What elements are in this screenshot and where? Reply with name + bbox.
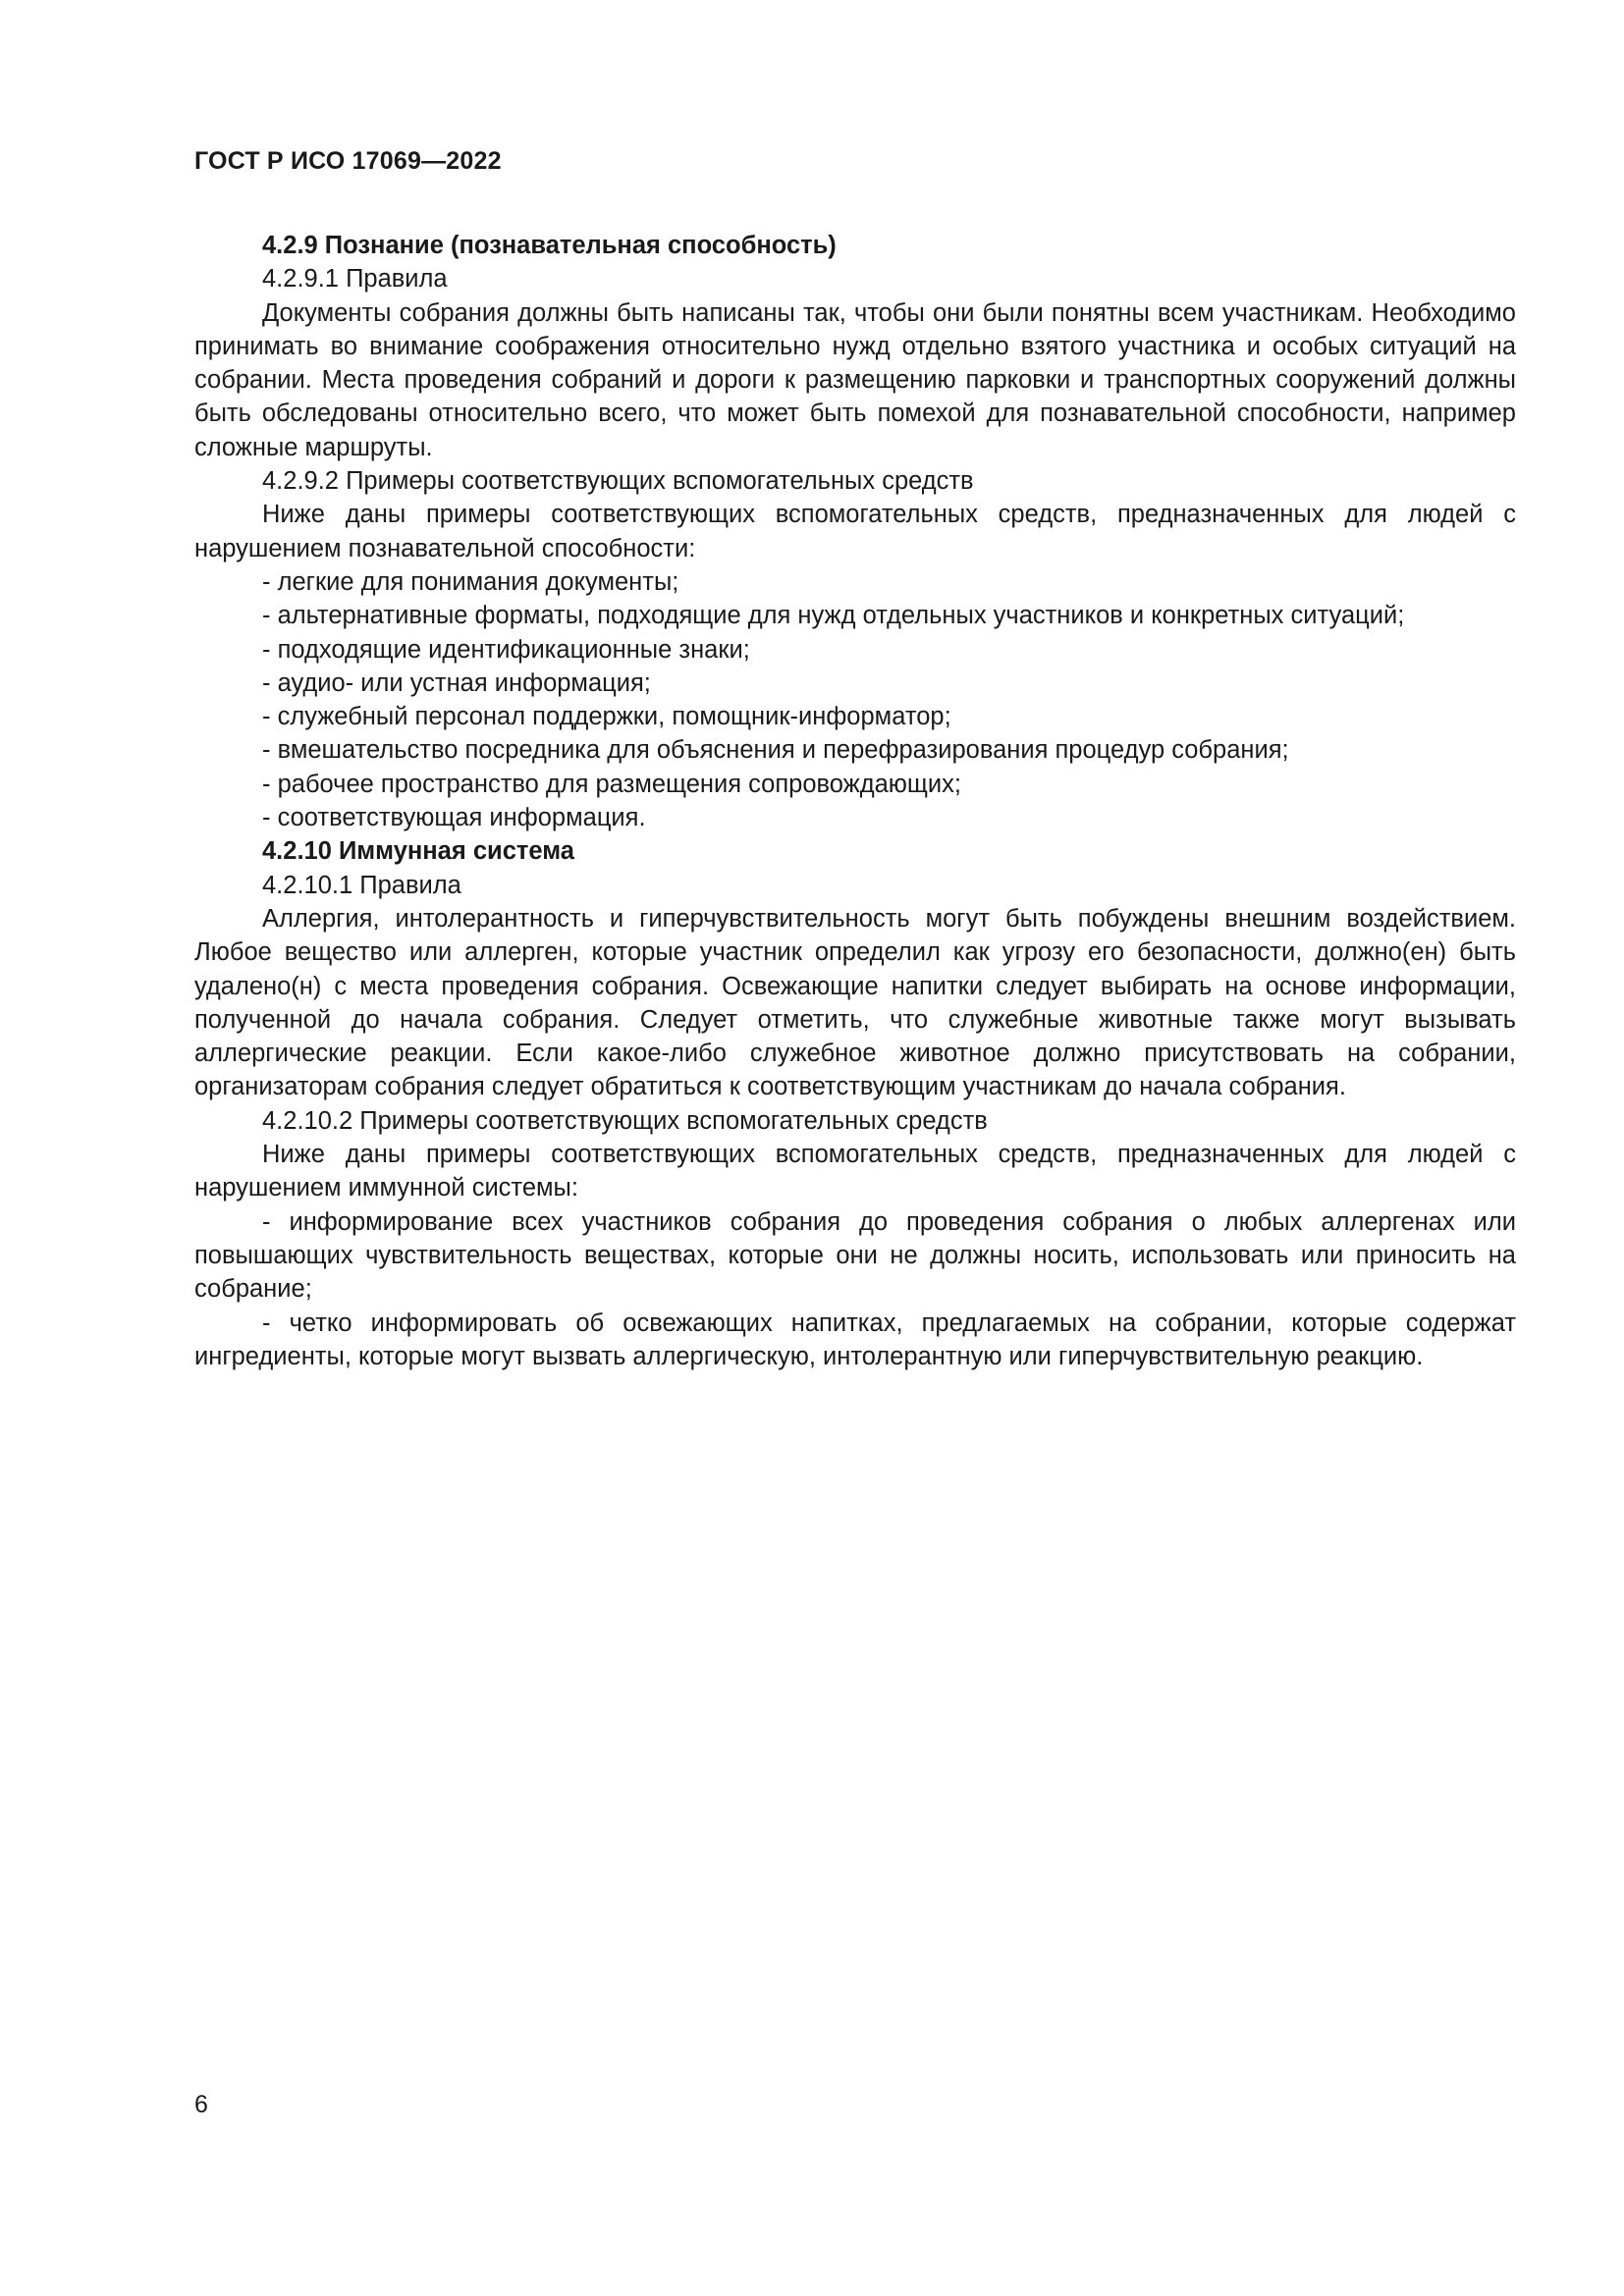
list-item: - рабочее пространство для размещения сопровождающих; (262, 770, 961, 798)
section-heading: 4.2.9 Познание (познавательная способность) (262, 232, 837, 259)
paragraph: Ниже даны примеры соответствующих вспомогательных средств, предназначенных для людей с нарушением познавательной способности: (194, 501, 1516, 562)
list-item: - вмешательство посредника для объяснения и перефразирования процедур собрания; (262, 736, 1289, 765)
section-heading: 4.2.10 Иммунная система (262, 837, 574, 866)
document-header: ГОСТ Р ИСО 17069—2022 (194, 147, 502, 175)
list-item: - информирование всех участников собрания до проведения собрания о любых аллергенах или повышающих чувствительность веществах, которые они не должны носить, использовать или приносить на собрание; (194, 1207, 1516, 1304)
document-body (194, 229, 1516, 1373)
subsection-title: 4.2.9.2 Примеры соответствующих вспомогательных средств (262, 467, 974, 496)
page-number: 6 (194, 2091, 208, 2118)
paragraph: Ниже даны примеры соответствующих вспомогательных средств, предназначенных для людей с нарушением иммунной системы: (194, 1141, 1516, 1202)
list-item: - легкие для понимания документы; (262, 567, 679, 596)
list-item: - альтернативные форматы, подходящие для нужд отдельных участников и конкретных ситуаций; (262, 602, 1405, 630)
list-item: - четко информировать об освежающих напитках, предлагаемых на собрании, которые содержат ингредиенты, которые могут вызвать аллергическую, интолерантную или гиперчувствительную реакцию. (194, 1308, 1516, 1370)
subsection-title: 4.2.10.2 Примеры соответствующих вспомогательных средств (262, 1106, 988, 1135)
list-item: - служебный персонал поддержки, помощник-информатор; (262, 703, 951, 731)
paragraph: Аллергия, интолерантность и гиперчувствительность могут быть побуждены внешним воздействием. Любое вещество или аллерген, которые участник определил как угрозу его безопасности, должно(ен) быть удалено(н) с места проведения собрания. Освежающие напитки следует выбирать на основе информации, полученной до начала собрания. Следует отметить, что служебные животные также могут вызывать аллергические реакции. Если какое-либо служебное животное должно присутствовать на собрании, организаторам собрания следует обратиться к соответствующим участникам до начала собрания. (194, 904, 1516, 1101)
paragraph: Документы собрания должны быть написаны так, чтобы они были понятны всем участникам. Необходимо принимать во внимание соображения относительно нужд отдельно взятого участника и особых ситуаций на собрании. Места проведения собраний и дороги к размещению парковки и транспортных сооружений должны быть обследованы относительно всего, что может быть помехой для познавательной способности, например сложные маршруты. (194, 298, 1516, 461)
subsection-title: 4.2.9.1 Правила (262, 265, 448, 294)
list-item: - аудио- или устная информация; (262, 668, 651, 697)
list-item: - соответствующая информация. (262, 804, 646, 832)
list-item: - подходящие идентификационные знаки; (262, 635, 750, 664)
subsection-title: 4.2.10.1 Правила (262, 871, 461, 899)
